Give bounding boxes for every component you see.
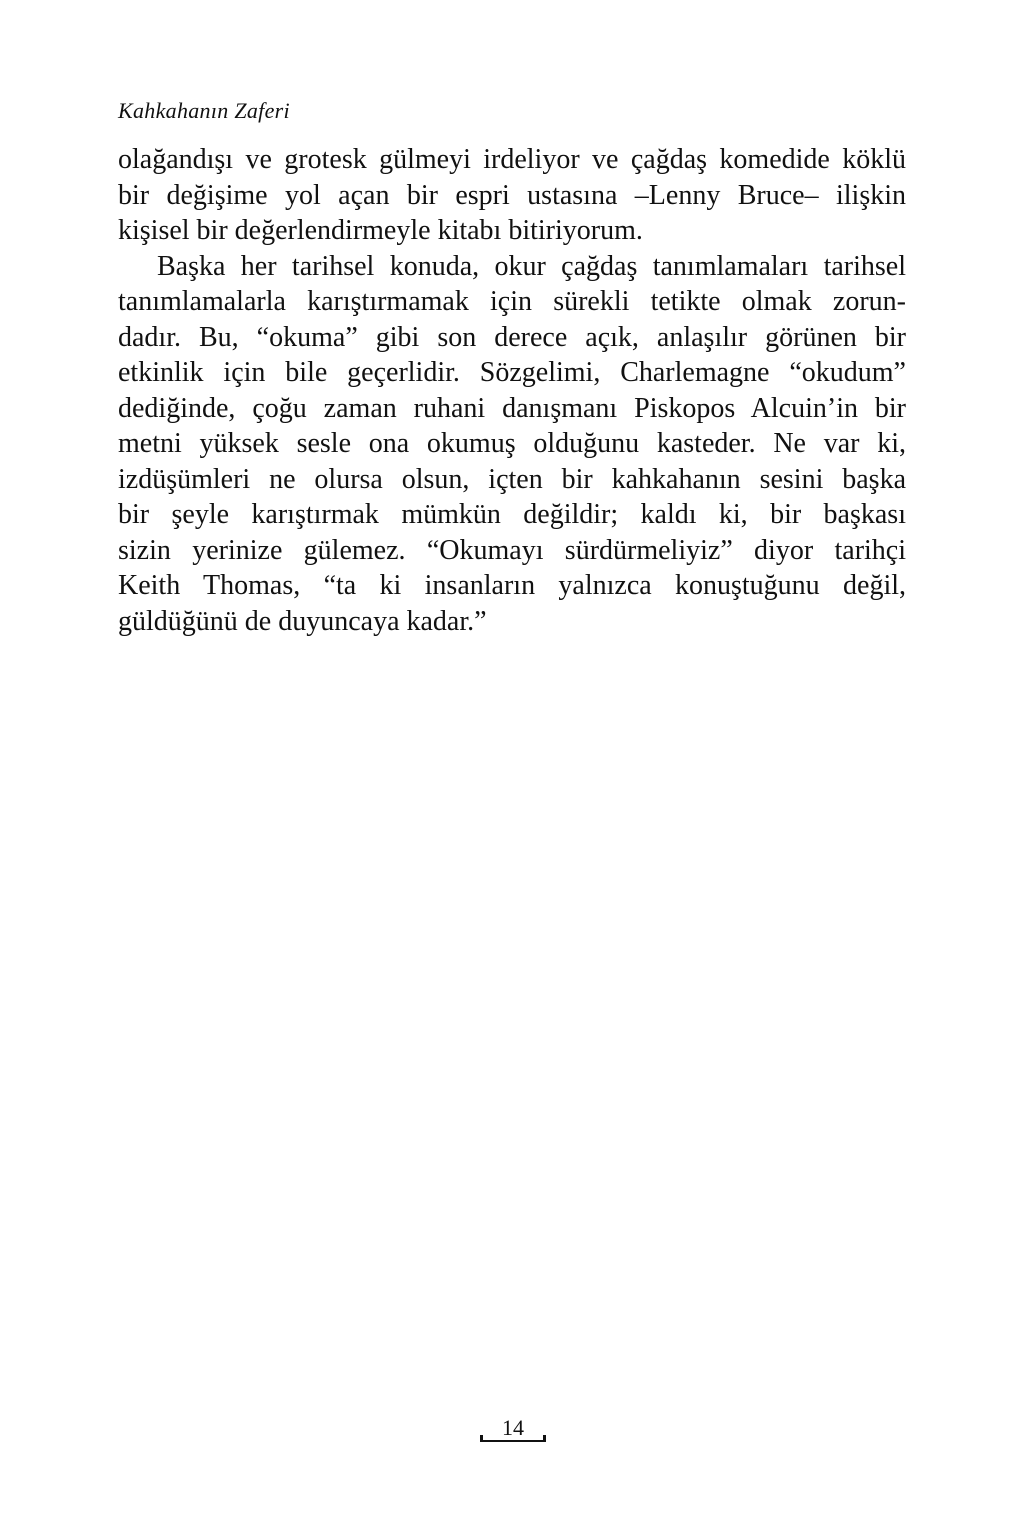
- text-line: etkinlik için bile geçerlidir. Sözgelimi, Charlemagne “okudum”: [118, 357, 906, 388]
- body-text: [118, 142, 906, 639]
- text-line: bir şeyle karıştırmak mümkün değildir; kaldı ki, bir başkası: [118, 499, 906, 530]
- text-line: bir değişime yol açan bir espri ustasına –Lenny Bruce– ilişkin: [118, 179, 906, 211]
- text-line: sizin yerinize gülemez. “Okumayı sürdürmeliyiz” diyor tarihçi: [118, 534, 906, 566]
- page-number: 14: [502, 1415, 524, 1440]
- text-line: metni yüksek sesle ona okumuş olduğunu kasteder. Ne var ki,: [118, 428, 906, 459]
- page-number-rule: [480, 1440, 546, 1442]
- page-number-rule-left-tick: [480, 1435, 483, 1442]
- text-line: Başka her tarihsel konuda, okur çağdaş tanımlamaları tarihsel: [157, 250, 906, 282]
- paragraph-2: [118, 249, 906, 640]
- text-line: izdüşümleri ne olursa olsun, içten bir kahkahanın sesini başka: [118, 463, 906, 495]
- text-line: dadır. Bu, “okuma” gibi son derece açık, anlaşılır görünen bir: [118, 321, 906, 353]
- text-line: Keith Thomas, “ta ki insanların yalnızca konuştuğunu değil,: [118, 570, 906, 601]
- text-line: olağandışı ve grotesk gülmeyi irdeliyor ve çağdaş komedide köklü: [118, 144, 906, 175]
- text-line: kişisel bir değerlendirmeyle kitabı bitiriyorum.: [118, 215, 643, 246]
- text-line: tanımlamalarla karıştırmamak için sürekli tetikte olmak zorun-: [118, 286, 906, 317]
- text-line: güldüğünü de duyuncaya kadar.”: [118, 605, 487, 637]
- running-header: Kahkahanın Zaferi: [118, 98, 290, 123]
- paragraph-1: [118, 142, 906, 249]
- page-footer: [480, 1414, 546, 1444]
- page-number-rule-right-tick: [543, 1435, 546, 1442]
- text-line: dediğinde, çoğu zaman ruhani danışmanı Piskopos Alcuin’in bir: [118, 392, 906, 424]
